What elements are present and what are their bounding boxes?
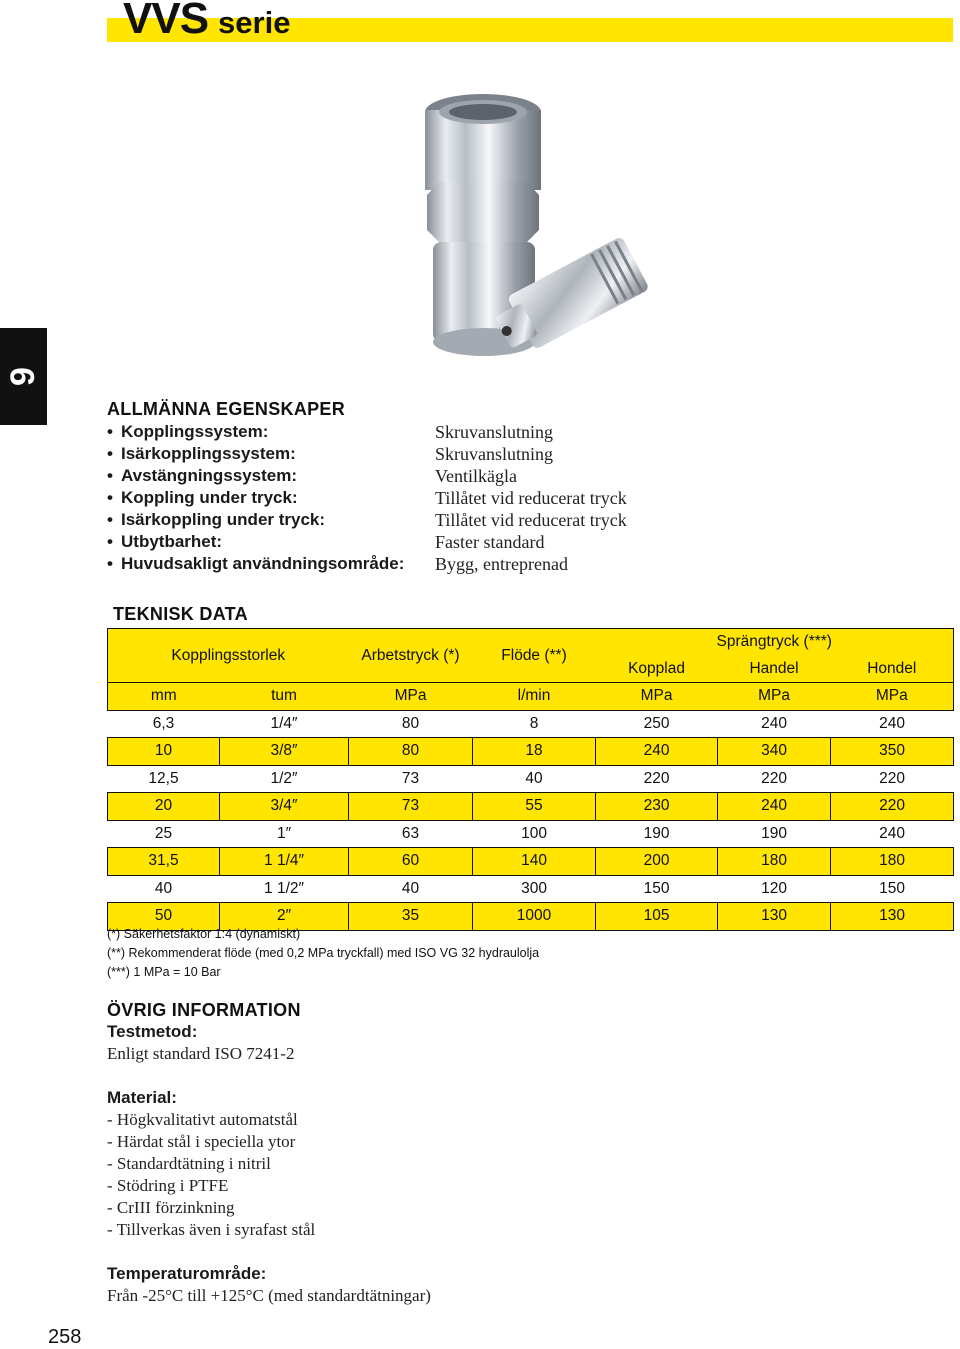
property-value: Tillåtet vid reducerat tryck: [435, 488, 627, 508]
bullet-icon: •: [107, 554, 113, 573]
material-label: Material:: [107, 1088, 177, 1107]
table-cell: 220: [879, 769, 905, 787]
table-cell: 60: [349, 848, 473, 876]
property-label: Avstängningssystem:: [121, 466, 298, 485]
property-label: Utbytbarhet:: [121, 532, 223, 551]
table-cell: 230: [596, 793, 718, 821]
footnote: (***) 1 MPa = 10 Bar: [107, 965, 221, 979]
table-cell: 40: [525, 769, 543, 787]
table-cell: 1 1/2″: [264, 879, 304, 897]
unit-cell: tum: [220, 683, 349, 711]
property-value: Tillåtet vid reducerat tryck: [435, 510, 627, 530]
material-item: - CrIII förzinkning: [107, 1198, 235, 1217]
coupling-product-image: [395, 70, 665, 390]
table-cell: 240: [596, 738, 718, 766]
table-cell: 3/4″: [220, 793, 349, 821]
table-cell: 150: [879, 879, 905, 897]
property-value: Faster standard: [435, 532, 545, 552]
table-cell: 190: [643, 824, 670, 842]
table-cell: 100: [521, 824, 547, 842]
units-row: [108, 683, 954, 711]
material-item: - Standardtätning i nitril: [107, 1154, 271, 1173]
table-cell: 300: [521, 879, 547, 897]
material-item: - Högkvalitativt automatstål: [107, 1110, 298, 1129]
table-cell: 240: [718, 793, 831, 821]
table-cell: 73: [349, 793, 473, 821]
table-cell: 1/2″: [270, 769, 298, 787]
unit-cell: MPa: [831, 683, 954, 711]
bullet-icon: •: [107, 488, 113, 507]
chapter-tab: [0, 328, 47, 425]
property-label: Isärkopplingssystem:: [121, 444, 296, 463]
table-cell: 80: [349, 738, 473, 766]
property-value: Skruvanslutning: [435, 422, 554, 442]
table-cell: 1000: [473, 903, 596, 931]
title-main: VVS: [123, 0, 209, 43]
table-cell: 50: [108, 903, 220, 931]
table-cell: 130: [831, 903, 954, 931]
table-cell: 25: [154, 824, 173, 842]
temperature-value: Från -25°C till +125°C (med standardtätningar): [107, 1286, 431, 1305]
table-cell: 12,5: [148, 769, 179, 787]
test-method-label: Testmetod:: [107, 1022, 198, 1041]
material-item: - Tillverkas även i syrafast stål: [107, 1220, 316, 1239]
table-cell: 240: [879, 824, 905, 842]
table-cell: 105: [596, 903, 718, 931]
header-burst-female: Hondel: [831, 656, 954, 683]
table-cell: 55: [473, 793, 596, 821]
table-cell: 130: [718, 903, 831, 931]
table-cell: 18: [473, 738, 596, 766]
table-cell: 240: [761, 714, 787, 732]
table-cell: 2″: [220, 903, 349, 931]
table-cell: 200: [596, 848, 718, 876]
property-label: Kopplingssystem:: [121, 422, 269, 441]
table-row: [108, 820, 954, 848]
bullet-icon: •: [107, 444, 113, 463]
test-method-value: Enligt standard ISO 7241-2: [107, 1044, 295, 1063]
table-cell: 220: [831, 793, 954, 821]
header-flow: Flöde (**): [473, 629, 596, 683]
table-cell: 220: [761, 769, 787, 787]
footnote: (**) Rekommenderat flöde (med 0,2 MPa tryckfall) med ISO VG 32 hydraulolja: [107, 946, 540, 960]
table-cell: 10: [108, 738, 220, 766]
table-cell: 120: [761, 879, 787, 897]
unit-cell: MPa: [718, 683, 831, 711]
table-row: [108, 793, 954, 821]
table-cell: 8: [529, 714, 539, 732]
table-row: [108, 738, 954, 766]
page-number: 258: [48, 1326, 82, 1348]
table-cell: 240: [879, 714, 905, 732]
bullet-icon: •: [107, 532, 113, 551]
unit-cell: MPa: [596, 683, 718, 711]
table-cell: 3/8″: [220, 738, 349, 766]
bullet-icon: •: [107, 422, 113, 441]
property-value: Bygg, entreprenad: [435, 554, 568, 574]
temperature-label: Temperaturområde:: [107, 1264, 267, 1283]
general-heading: ALLMÄNNA EGENSKAPER: [107, 399, 346, 419]
table-cell: 31,5: [108, 848, 220, 876]
table-cell: 80: [401, 714, 420, 732]
table-row: [108, 848, 954, 876]
page-title: [123, 0, 290, 44]
property-value: Ventilkägla: [435, 466, 517, 486]
table-cell: 40: [154, 879, 173, 897]
other-heading: ÖVRIG INFORMATION: [107, 1000, 301, 1020]
property-label: Huvudsakligt användningsområde:: [121, 554, 405, 573]
table-cell: 190: [761, 824, 787, 842]
table-cell: 180: [718, 848, 831, 876]
table-cell: 6,3: [152, 714, 175, 732]
property-label: Isärkoppling under tryck:: [121, 510, 326, 529]
header-burst: Sprängtryck (***): [596, 629, 954, 656]
header-burst-coupled: Kopplad: [596, 656, 718, 683]
footnote: (*) Säkerhetsfaktor 1:4 (dynamiskt): [107, 927, 301, 941]
material-item: - Härdat stål i speciella ytor: [107, 1132, 296, 1151]
table-row: [108, 765, 954, 793]
table-cell: 180: [831, 848, 954, 876]
table-cell: 1/4″: [270, 714, 298, 732]
table-cell: 350: [831, 738, 954, 766]
title-sub: serie: [218, 5, 291, 40]
table-cell: 140: [473, 848, 596, 876]
unit-cell: l/min: [473, 683, 596, 711]
table-cell: 250: [643, 714, 670, 732]
table-cell: 63: [401, 824, 420, 842]
bullet-icon: •: [107, 466, 113, 485]
other-information: [107, 1000, 431, 1307]
technical-heading: TEKNISK DATA: [113, 604, 248, 624]
property-label: Koppling under tryck:: [121, 488, 298, 507]
table-footnotes: [107, 925, 539, 982]
header-size: Kopplingsstorlek: [108, 629, 349, 683]
unit-cell: MPa: [349, 683, 473, 711]
property-value: Skruvanslutning: [435, 444, 554, 464]
table-cell: 35: [349, 903, 473, 931]
table-cell: 20: [108, 793, 220, 821]
table-cell: 1 1/4″: [220, 848, 349, 876]
table-cell: 340: [718, 738, 831, 766]
table-row: [108, 710, 954, 738]
table-cell: 73: [401, 769, 420, 787]
unit-cell: mm: [108, 683, 220, 711]
header-burst-male: Handel: [718, 656, 831, 683]
table-cell: 40: [401, 879, 420, 897]
table-cell: 220: [643, 769, 670, 787]
table-row: [108, 875, 954, 903]
chapter-number: 9: [4, 367, 42, 386]
bullet-icon: •: [107, 510, 113, 529]
table-cell: 150: [643, 879, 670, 897]
technical-data-table: [107, 628, 954, 931]
material-item: - Stödring i PTFE: [107, 1176, 229, 1195]
table-cell: 1″: [276, 824, 292, 842]
header-pressure: Arbetstryck (*): [349, 629, 473, 683]
